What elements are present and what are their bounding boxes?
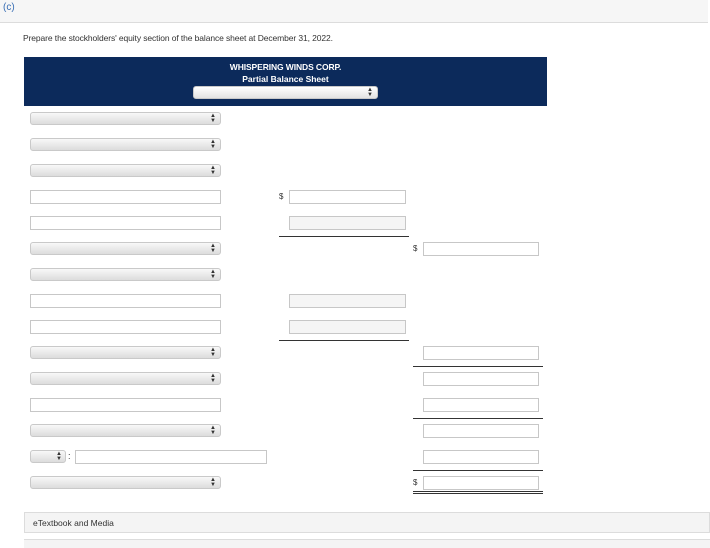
colon-separator: : [68, 451, 71, 461]
dollar-sign: $ [279, 192, 284, 201]
select-arrows-icon: ▲ ▼ [210, 425, 216, 436]
amount-input-col2[interactable] [423, 372, 539, 386]
account-select[interactable] [30, 346, 221, 359]
amount-input-col1[interactable] [289, 190, 406, 204]
select-arrows-icon: ▲ ▼ [210, 139, 216, 150]
account-select[interactable] [30, 372, 221, 385]
select-arrows-icon: ▲ ▼ [210, 373, 216, 384]
total-amount-input[interactable] [423, 476, 539, 490]
statement-title: Partial Balance Sheet [242, 74, 329, 84]
underline-rule [279, 340, 409, 341]
select-arrows-icon: ▲ ▼ [367, 87, 373, 98]
amount-input-col1[interactable] [289, 294, 406, 308]
select-arrows-icon: ▲ ▼ [210, 477, 216, 488]
date-select[interactable] [193, 86, 378, 99]
select-arrows-icon: ▲ ▼ [210, 347, 216, 358]
etextbook-media-bar[interactable] [24, 512, 710, 533]
select-arrows-icon: ▲ ▼ [210, 113, 216, 124]
underline-rule [413, 366, 543, 367]
account-select[interactable] [30, 138, 221, 151]
account-select[interactable] [30, 242, 221, 255]
account-text-input[interactable] [30, 216, 221, 230]
underline-rule [413, 470, 543, 471]
select-arrows-icon: ▲ ▼ [210, 269, 216, 280]
account-select[interactable] [30, 476, 221, 489]
account-text-input[interactable] [30, 190, 221, 204]
account-text-input[interactable] [30, 294, 221, 308]
select-arrows-icon: ▲ ▼ [56, 451, 62, 462]
amount-input-col2[interactable] [423, 450, 539, 464]
select-arrows-icon: ▲ ▼ [210, 243, 216, 254]
amount-input-col1[interactable] [289, 320, 406, 334]
dollar-sign: $ [413, 478, 418, 487]
amount-input-col2[interactable] [423, 346, 539, 360]
etextbook-media-label: eTextbook and Media [33, 518, 114, 528]
account-select[interactable] [30, 164, 221, 177]
underline-rule [279, 236, 409, 237]
part-label: (c) [3, 2, 15, 13]
instruction-text: Prepare the stockholders' equity section of the balance sheet at December 31, 2022. [23, 33, 333, 43]
account-select[interactable] [30, 268, 221, 281]
amount-input-col2[interactable] [423, 242, 539, 256]
amount-input-col2[interactable] [423, 398, 539, 412]
account-select[interactable] [30, 424, 221, 437]
select-arrows-icon: ▲ ▼ [210, 165, 216, 176]
amount-input-col1[interactable] [289, 216, 406, 230]
next-section-bar[interactable] [24, 539, 710, 548]
dollar-sign: $ [413, 244, 418, 253]
account-text-input[interactable] [30, 320, 221, 334]
small-select[interactable] [30, 450, 66, 463]
account-select[interactable] [30, 112, 221, 125]
amount-input-col2[interactable] [423, 424, 539, 438]
account-text-input[interactable] [30, 398, 221, 412]
double-underline-bottom [413, 493, 543, 494]
double-underline-top [413, 491, 543, 492]
statement-header [24, 57, 547, 106]
part-header-bar [0, 0, 708, 23]
underline-rule [413, 418, 543, 419]
account-text-input[interactable] [75, 450, 267, 464]
company-name: WHISPERING WINDS CORP. [229, 62, 342, 72]
